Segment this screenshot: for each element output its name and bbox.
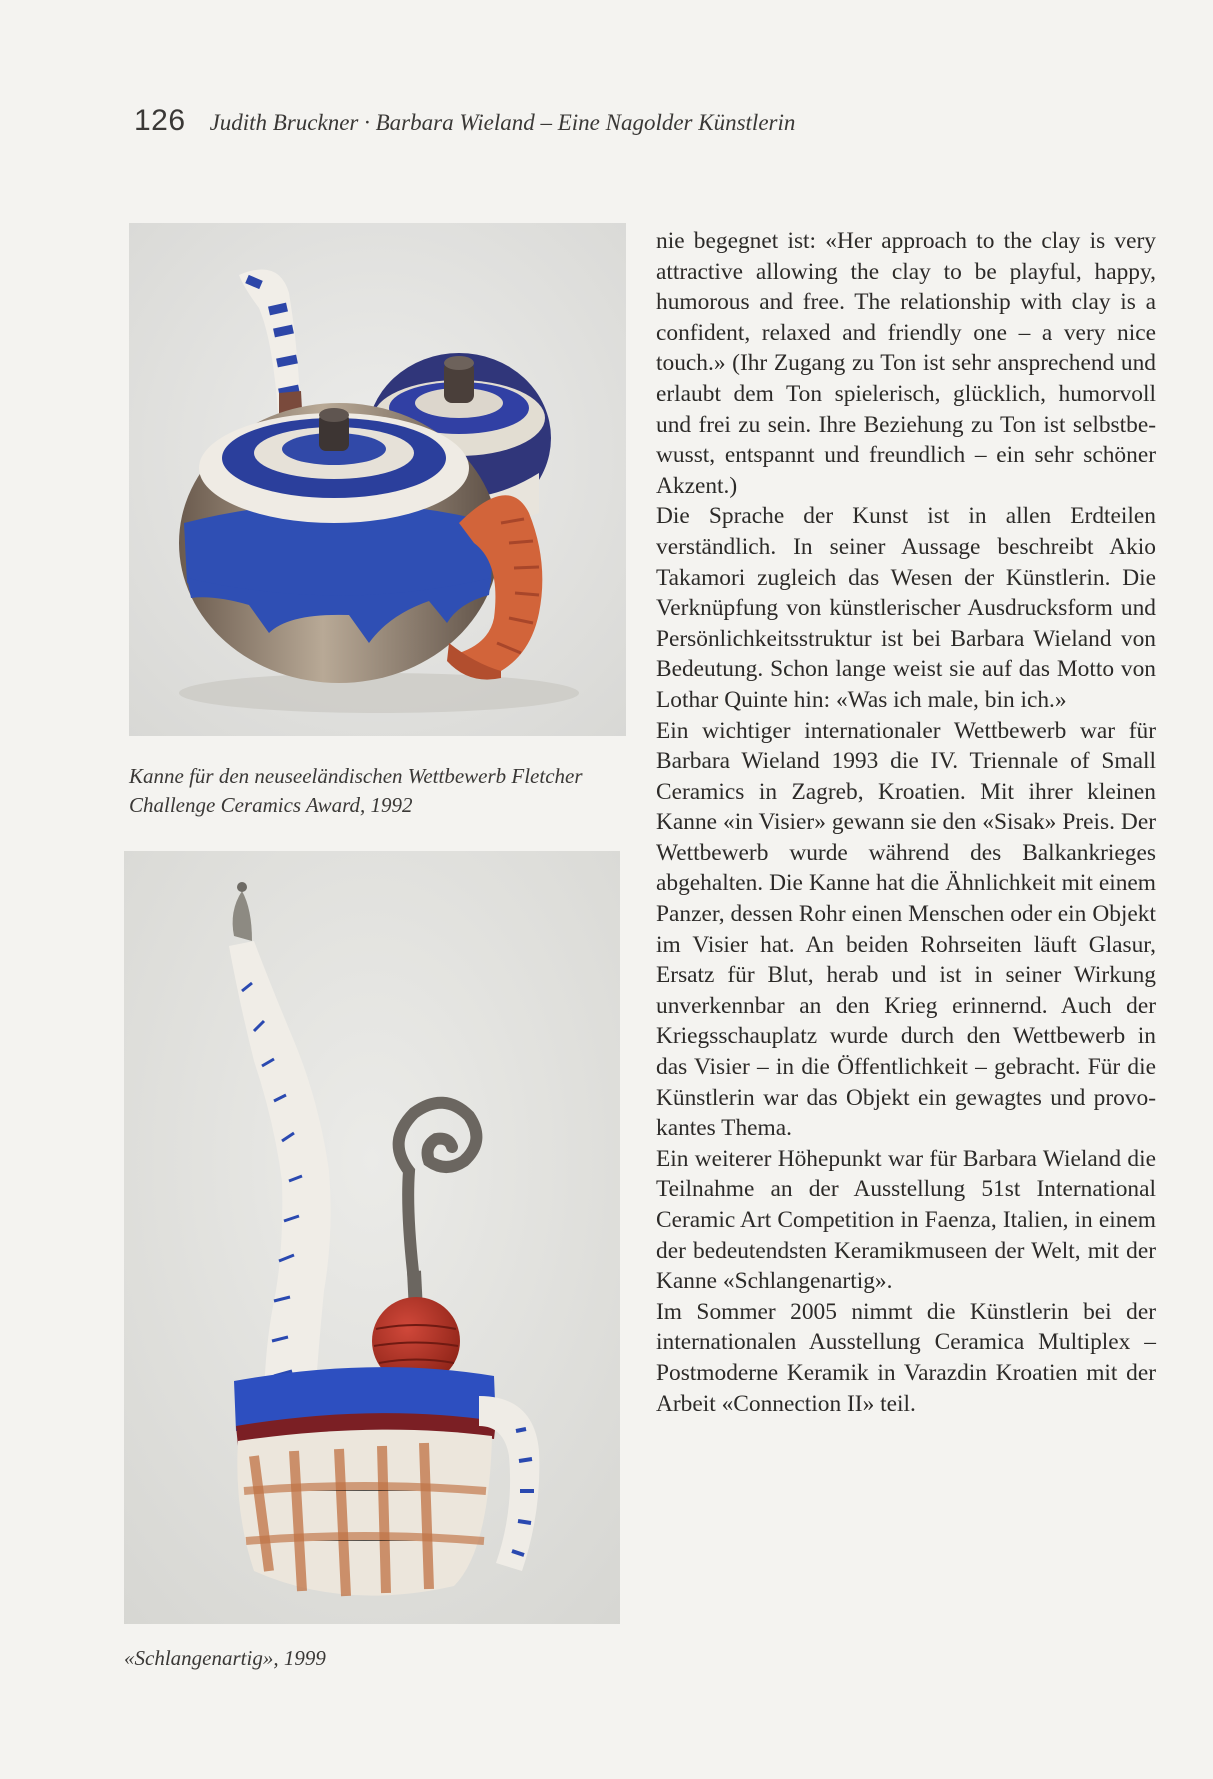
paragraph: Die Sprache der Kunst ist in allen Erdteilen verständlich. In seiner Aussage beschreibt Akio Takamori zugleich das Wesen der Künstlerin. Die Verknüpfung von künstlerischer Ausdrucksform und Persönlichkeitsstruktur ist bei Barbara Wieland von Bedeutung. Schon lange weist sie auf das Motto von Lothar Quinte hin: «Was ich male, bin ich.» [656, 503, 1156, 713]
paragraph: Ein wichtiger internationaler Wettbewerb war für Barbara Wieland 1993 die IV. Triennale of Small Ceramics in Zagreb, Kroatien. Mit ihrer kleinen Kanne «in Visier» gewann sie den «Sisak» Preis. Der Wettbewerb wurde während des Balkankrieges abgehalten. Die Kanne hat die Ähnlichkeit mit einem Panzer, dessen Rohr einen Menschen oder ein Objekt im Visier hat. An beiden Rohrseiten läuft Glasur, Ersatz für Blut, herab und ist in seiner Wirkung unverkennbar an den Krieg erinnernd. Auch der Kriegsschauplatz wurde durch den Wettbewerb in das Visier – in die Öffentlichkeit – gebracht. Für die Künstlerin war das Objekt ein gewagtes und provokantes Thema. [656, 717, 1156, 1142]
schlangenartig-photo-illustration [124, 851, 620, 1624]
paragraph: nie begegnet ist: «Her approach to the clay is very attractive allowing the clay to be playful, happy, humorous and free. The relationship with clay is a confident, relaxed and friendly one – a very nice touch.» (Ihr Zugang zu Ton ist sehr ansprechend und erlaubt dem Ton spielerisch, glücklich, humorvoll und frei zu sein. Ihre Beziehung zu Ton ist selbstbewusst, entspannt und freundlich – ein sehr schöner Akzent.) [656, 228, 1156, 499]
running-title: Judith Bruckner · Barbara Wieland – Eine Nagolder Künstlerin [209, 110, 796, 135]
figure-caption-teapot: Kanne für den neuseeländischen Wettbewerb Fletcher Challenge Ceramics Award, 1992 [129, 764, 583, 817]
figure-caption-schlangenartig: «Schlangenartig», 1999 [124, 1646, 326, 1670]
teapot-photo-illustration [129, 223, 626, 736]
paragraph: Im Sommer 2005 nimmt die Künstlerin bei der internationalen Ausstellung Ceramica Multiplex – Postmoderne Keramik in Varazdin Kroatien mit der Arbeit «Connection II» teil. [656, 1298, 1156, 1417]
figure-schlangenartig-photo [124, 851, 620, 1624]
body-text-column [656, 226, 1156, 1419]
running-header [134, 104, 1034, 148]
page-number: 126 [134, 104, 186, 137]
figure-teapot-photo [129, 223, 626, 736]
paragraph: Ein weiterer Höhepunkt war für Barbara Wieland die Teilnahme an der Ausstellung 51st International Ceramic Art Competition in Faenza, Italien, in einem der bedeutendsten Keramikmuseen der Welt, mit der Kanne «Schlangenartig». [656, 1145, 1156, 1295]
